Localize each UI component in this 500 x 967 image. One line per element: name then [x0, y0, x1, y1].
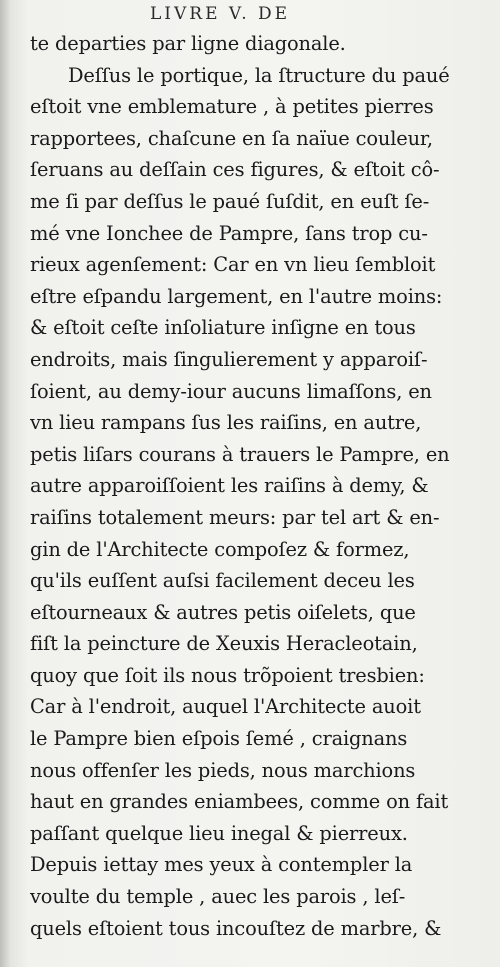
text-line: endroits, mais ſingulierement y apparoiſ- [30, 347, 428, 371]
text-line: petis liſars courans à trauers le Pampre, en [30, 442, 450, 466]
text-line: Deſſus le portique, la ſtructure du paué [68, 63, 450, 87]
text-line: le Pampre bien eſpois ſemé , craignans [30, 727, 408, 751]
text-line: fiſt la peincture de Xeuxis Heracleotain, [30, 632, 418, 656]
text-line: eſtre eſpandu largement, en l'autre moins: [30, 284, 443, 308]
text-line: rieux agenſement: Car en vn lieu ſembloit [30, 253, 436, 277]
text-line: me ſi par deſſus le paué ſuſdit, en euſt ſe- [30, 189, 430, 213]
text-line: rapportees, chaſcune en ſa naïue couleur, [30, 126, 433, 150]
text-line: & eſtoit ceſte inſoliature inſigne en tous [30, 316, 416, 340]
text-line: qu'ils euſſent auſsi facilement deceu les [30, 569, 415, 593]
text-line: nous offenſer les pieds, nous marchions [30, 758, 416, 782]
text-line: raiſins totalement meurs: par tel art & en- [30, 505, 440, 529]
text-line: vn lieu rampans ſus les raiſins, en autre, [30, 411, 422, 435]
text-line: te departies par ligne diagonale. [30, 32, 346, 55]
text-line: Car à l'endroit, auquel l'Architecte auoit [30, 695, 421, 719]
text-line: haut en grandes eniambees, comme on fait [30, 790, 449, 814]
binding-gutter [0, 0, 10, 967]
text-line: quels eſtoient tous incouſtez de marbre, & [30, 916, 442, 940]
text-line: Depuis iettay mes yeux à contempler la [30, 853, 413, 877]
text-line: ſoient, au demy-iour aucuns limaſſons, en [30, 379, 432, 403]
text-line: mé vne Ionchee de Pampre, ſans trop cu- [30, 221, 428, 245]
text-line: autre apparoiſſoient les raiſins à demy, & [30, 474, 429, 498]
text-line: ſeruans au deſſain ces figures, & eſtoit cô- [30, 158, 440, 182]
text-line: paſſant quelque lieu inegal & pierreux. [30, 821, 408, 845]
text-line: eſtoit vne emblemature , à petites pierres [30, 95, 434, 119]
text-line: quoy que ſoit ils nous trõpoient tresbien: [30, 663, 425, 687]
text-line: gin de l'Architecte compoſez & formez, [30, 537, 410, 561]
running-header: LIVRE V. DE [150, 4, 291, 24]
text-line: eſtourneaux & autres petis oiſelets, que [30, 600, 416, 624]
text-line: voulte du temple , auec les parois , leſ- [30, 885, 406, 909]
text-body [30, 28, 490, 944]
